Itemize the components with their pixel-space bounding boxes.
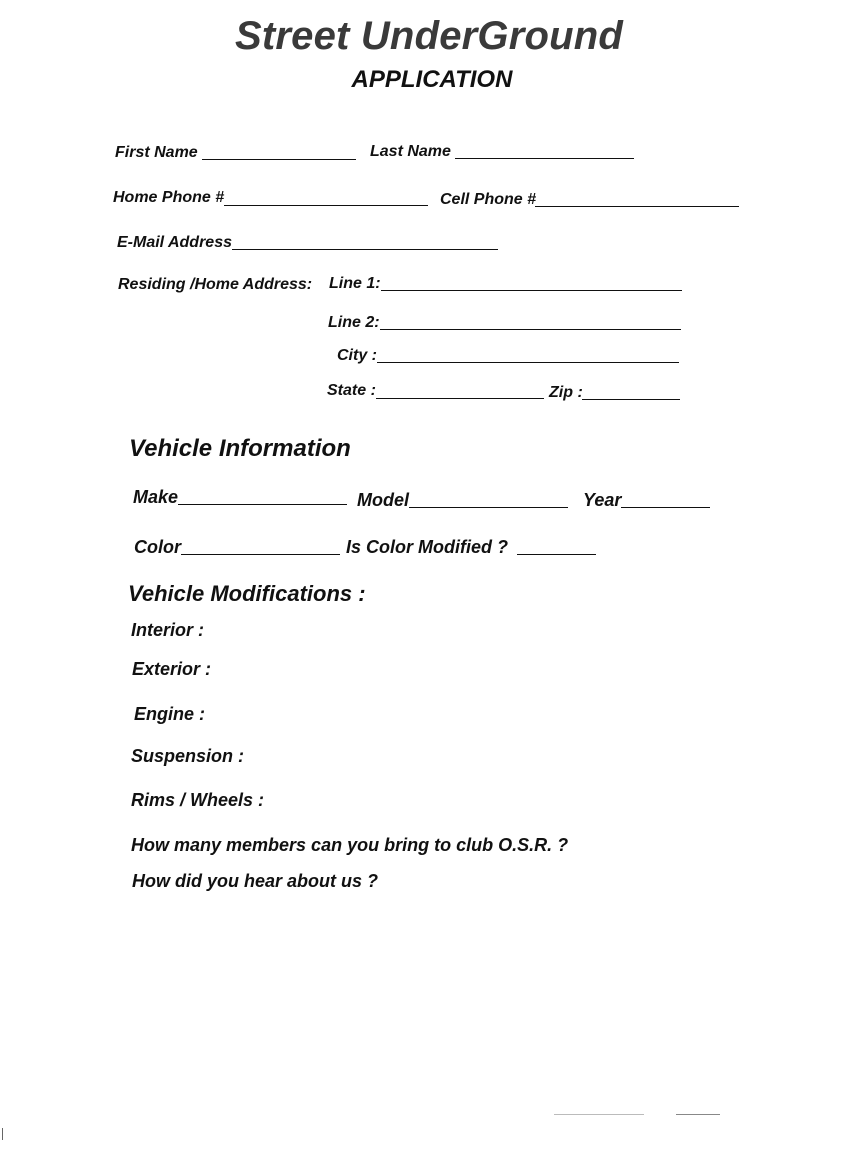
make-label: Make bbox=[133, 487, 179, 507]
vehicle-information-heading: Vehicle Information bbox=[129, 435, 351, 462]
state-field[interactable] bbox=[376, 398, 544, 399]
address-line1-label: Line 1: bbox=[329, 275, 381, 292]
rims-wheels-label: Rims / Wheels : bbox=[131, 790, 265, 810]
email-label: E-Mail Address bbox=[117, 234, 232, 251]
scan-speck bbox=[2, 1128, 3, 1140]
form-title: Street UnderGround bbox=[234, 14, 624, 58]
cell-phone-label: Cell Phone # bbox=[440, 191, 537, 208]
members-question: How many members can you bring to club O.S.R. ? bbox=[131, 835, 569, 855]
cell-phone-field[interactable] bbox=[535, 206, 739, 207]
model-label: Model bbox=[357, 490, 409, 510]
zip-label: Zip : bbox=[549, 384, 583, 401]
home-phone-label: Home Phone # bbox=[113, 189, 225, 206]
model-field[interactable] bbox=[409, 507, 568, 508]
form-subtitle: APPLICATION bbox=[351, 66, 513, 93]
state-label: State : bbox=[327, 382, 376, 399]
home-phone-field[interactable] bbox=[224, 205, 428, 206]
interior-label: Interior : bbox=[131, 620, 205, 640]
make-field[interactable] bbox=[178, 504, 347, 505]
year-field[interactable] bbox=[621, 507, 710, 508]
city-field[interactable] bbox=[377, 362, 679, 363]
city-label: City : bbox=[337, 347, 377, 364]
zip-field[interactable] bbox=[582, 399, 680, 400]
scan-speck bbox=[554, 1114, 644, 1115]
last-name-field[interactable] bbox=[455, 158, 634, 159]
address-line2-field[interactable] bbox=[380, 329, 681, 330]
color-modified-label: Is Color Modified ? bbox=[346, 537, 508, 557]
address-line2-label: Line 2: bbox=[328, 314, 380, 331]
last-name-label: Last Name bbox=[370, 143, 451, 160]
first-name-field[interactable] bbox=[202, 159, 356, 160]
scan-speck bbox=[676, 1114, 720, 1115]
exterior-label: Exterior : bbox=[132, 659, 212, 679]
color-modified-field[interactable] bbox=[517, 554, 596, 555]
address-line1-field[interactable] bbox=[381, 290, 682, 291]
color-field[interactable] bbox=[181, 554, 340, 555]
vehicle-modifications-heading: Vehicle Modifications : bbox=[128, 581, 366, 606]
address-label: Residing /Home Address: bbox=[118, 276, 313, 293]
suspension-label: Suspension : bbox=[131, 746, 245, 766]
engine-label: Engine : bbox=[134, 704, 205, 724]
year-label: Year bbox=[583, 490, 622, 510]
hear-about-question: How did you hear about us ? bbox=[132, 871, 379, 891]
email-field[interactable] bbox=[232, 249, 498, 250]
first-name-label: First Name bbox=[115, 144, 198, 161]
color-label: Color bbox=[134, 537, 181, 557]
